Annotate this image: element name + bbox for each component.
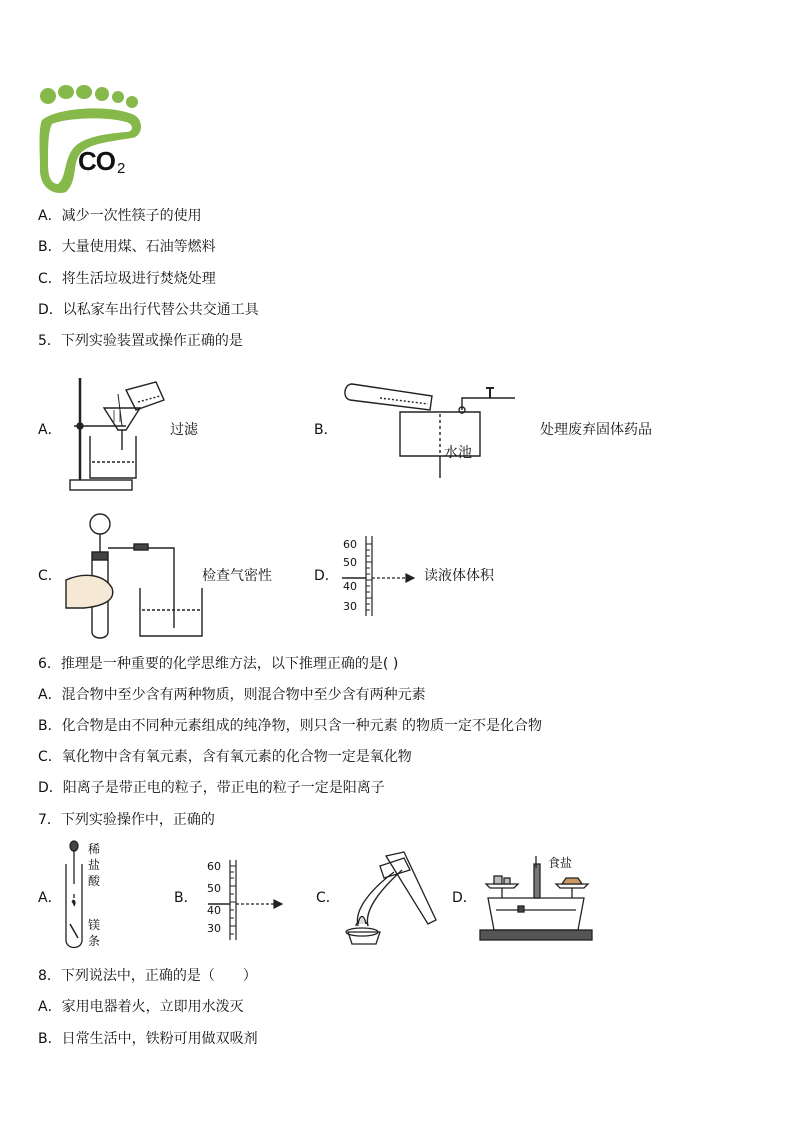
q6-stem: 6．推理是一种重要的化学思维方法，以下推理正确的是( ) bbox=[38, 656, 399, 672]
q6-option-c: C．氧化物中含有氧元素，含有氧元素的化合物一定是氧化物 bbox=[38, 749, 412, 765]
q5-option-d-caption: 读液体体积 bbox=[424, 568, 494, 584]
logo-text: CO bbox=[78, 146, 115, 176]
cylinder2-tick-40: 40 bbox=[207, 904, 221, 917]
q7-option-d-letter: D． bbox=[452, 890, 477, 906]
q7-option-b-letter: B． bbox=[174, 890, 198, 906]
label-xi: 稀 bbox=[88, 842, 101, 856]
q8-stem: 8．下列说法中，正确的是（ ） bbox=[38, 968, 257, 984]
q5-option-c-letter: C． bbox=[38, 568, 62, 584]
graduated-cylinder-reading-figure bbox=[340, 534, 420, 618]
q6-option-d: D．阳离子是带正电的粒子，带正电的粒子一定是阳离子 bbox=[38, 780, 385, 796]
q7-stem: 7．下列实验操作中，正确的 bbox=[38, 812, 215, 828]
label-suan: 酸 bbox=[88, 874, 101, 888]
q5-option-b-caption: 处理废弃固体药品 bbox=[540, 422, 652, 438]
test-tube-sink-figure bbox=[340, 380, 530, 480]
cylinder2-tick-30: 30 bbox=[207, 922, 221, 935]
airtightness-check-figure bbox=[64, 508, 204, 640]
cylinder-tick-40: 40 bbox=[343, 580, 357, 593]
q7-option-c-letter: C． bbox=[316, 890, 340, 906]
q4-option-b: B．大量使用煤、石油等燃料 bbox=[38, 239, 216, 255]
q4-option-a: A．减少一次性筷子的使用 bbox=[38, 208, 202, 224]
label-tiao: 条 bbox=[88, 934, 101, 948]
salt-label: 食盐 bbox=[548, 856, 573, 870]
q8-option-b: B．日常生活中，铁粉可用做双吸剂 bbox=[38, 1031, 258, 1047]
cylinder2-tick-60: 60 bbox=[207, 860, 221, 873]
balance-scale-figure bbox=[478, 854, 594, 942]
q8-option-a: A．家用电器着火，立即用水泼灭 bbox=[38, 999, 244, 1015]
logo-subscript: 2 bbox=[117, 160, 125, 177]
dropper-test-tube-figure bbox=[60, 840, 110, 952]
filtration-apparatus-figure bbox=[66, 370, 176, 494]
q5-option-c-caption: 检查气密性 bbox=[202, 568, 272, 584]
q4-option-d: D．以私家车出行代替公共交通工具 bbox=[38, 302, 259, 318]
co2-footprint-logo bbox=[36, 84, 146, 196]
label-yan: 盐 bbox=[88, 858, 101, 872]
heating-test-tube-figure bbox=[340, 850, 440, 950]
sink-label: 水池 bbox=[444, 445, 472, 461]
cylinder2-tick-50: 50 bbox=[207, 882, 221, 895]
graduated-cylinder-reading-figure-2 bbox=[204, 858, 288, 942]
q5-option-a-letter: A． bbox=[38, 422, 62, 438]
cylinder-tick-60: 60 bbox=[343, 538, 357, 551]
q4-option-c: C．将生活垃圾进行焚烧处理 bbox=[38, 271, 216, 287]
label-mei: 镁 bbox=[88, 918, 101, 932]
q5-option-a-caption: 过滤 bbox=[170, 422, 198, 438]
q6-option-b: B．化合物是由不同种元素组成的纯净物，则只含一种元素 的物质一定不是化合物 bbox=[38, 718, 543, 734]
q6-option-a: A．混合物中至少含有两种物质，则混合物中至少含有两种元素 bbox=[38, 687, 426, 703]
q5-option-b-letter: B． bbox=[314, 422, 338, 438]
q5-option-d-letter: D． bbox=[314, 568, 339, 584]
q5-stem: 5．下列实验装置或操作正确的是 bbox=[38, 333, 243, 349]
cylinder-tick-50: 50 bbox=[343, 556, 357, 569]
q7-option-a-letter: A． bbox=[38, 890, 62, 906]
cylinder-tick-30: 30 bbox=[343, 600, 357, 613]
